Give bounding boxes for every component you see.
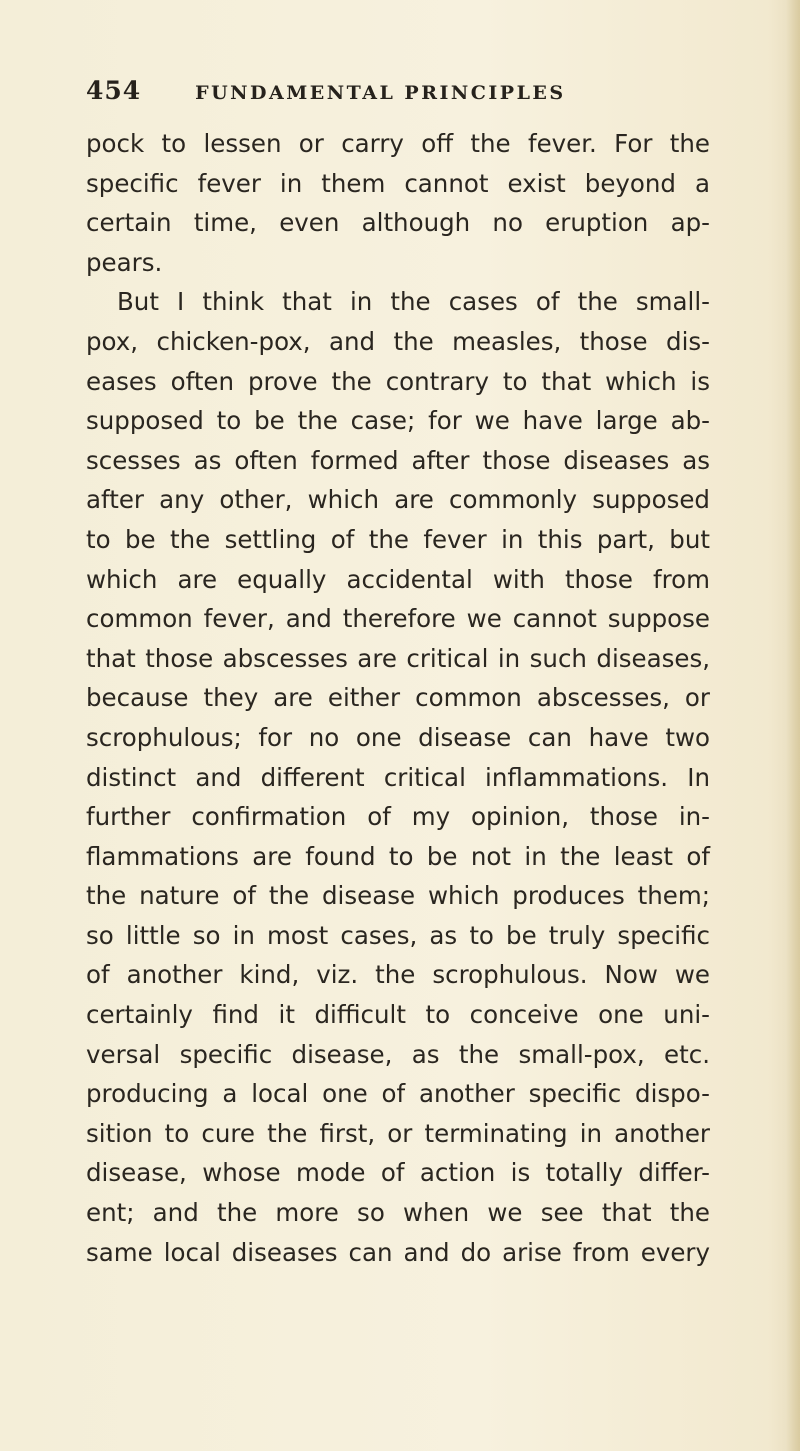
text-line: versal specific disease, as the small-pox, etc. xyxy=(86,1039,710,1069)
text-line: pox, chicken-pox, and the measles, those dis- xyxy=(86,326,710,356)
text-line: pears. xyxy=(86,247,163,277)
page-edge-shadow xyxy=(786,0,800,1451)
text-line: distinct and different critical inflammations. In xyxy=(86,762,710,792)
text-line: ent; and the more so when we see that the xyxy=(86,1198,710,1228)
text-line: supposed to be the case; for we have large ab- xyxy=(86,406,710,436)
text-line: sition to cure the first, or terminating in another xyxy=(86,1118,710,1148)
text-line: But I think that in the cases of the small- xyxy=(117,287,710,317)
text-line: disease, whose mode of action is totally differ- xyxy=(86,1158,710,1188)
text-line: pock to lessen or carry off the fever. For the xyxy=(86,129,710,158)
text-line: which are equally accidental with those from xyxy=(86,564,710,594)
text-line: specific fever in them cannot exist beyond a xyxy=(86,168,710,198)
text-line: so little so in most cases, as to be truly specific xyxy=(86,920,710,950)
text-line: scrophulous; for no one disease can have two xyxy=(86,722,710,752)
text-line: certainly find it difficult to conceive one uni- xyxy=(86,1000,710,1030)
text-line: eases often prove the contrary to that which is xyxy=(86,366,710,396)
text-line: scesses as often formed after those diseases as xyxy=(86,445,710,475)
text-line: flammations are found to be not in the least of xyxy=(86,841,710,871)
body-text xyxy=(86,124,710,1272)
text-line: that those abscesses are critical in such diseases, xyxy=(86,643,710,673)
text-line: to be the settling of the fever in this part, but xyxy=(86,524,710,554)
text-line: the nature of the disease which produces them; xyxy=(86,881,710,911)
text-line: common fever, and therefore we cannot suppose xyxy=(86,604,710,634)
text-line: because they are either common abscesses, or xyxy=(86,683,710,713)
text-line: certain time, even although no eruption ap- xyxy=(86,208,710,238)
text-line: further confirmation of my opinion, those in- xyxy=(86,802,710,832)
text-line: same local diseases can and do arise from every xyxy=(86,1237,710,1267)
text-line: of another kind, viz. the scrophulous. Now we xyxy=(86,960,710,990)
page-number: 454 xyxy=(86,76,142,105)
text-line: producing a local one of another specific dispo- xyxy=(86,1079,710,1109)
page-header xyxy=(86,76,706,105)
running-head: FUNDAMENTAL PRINCIPLES xyxy=(195,82,566,104)
text-line: after any other, which are commonly supposed xyxy=(86,485,710,515)
